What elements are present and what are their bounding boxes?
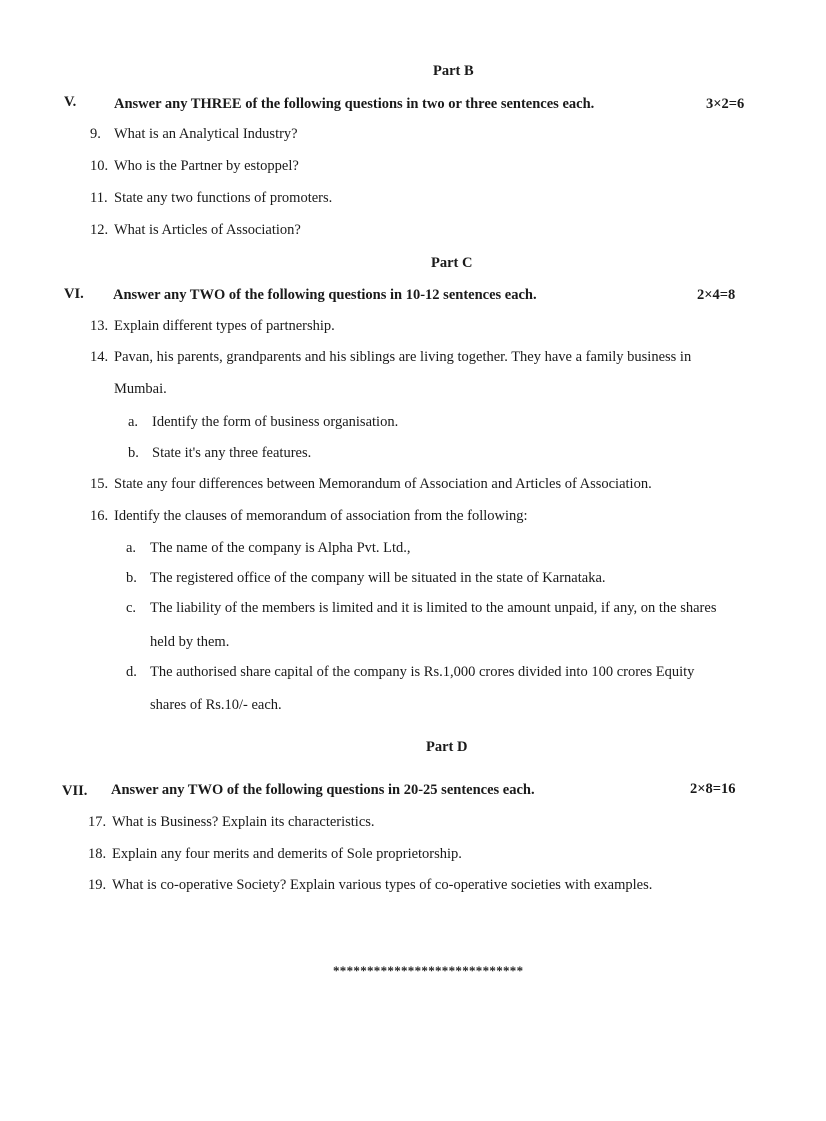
end-of-paper-marker: **************************** [333,963,524,978]
question-number: 11. [90,190,108,206]
question-number: 17. [88,814,107,830]
question-text: Explain any four merits and demerits of Sole proprietorship. [112,846,462,862]
question-16-sub-d-continuation: shares of Rs.10/- each. [150,697,282,713]
part-b-title: Part B [433,63,474,79]
question-16-sub-c [126,600,716,617]
part-d-title: Part D [426,739,468,755]
question-10 [90,158,299,175]
sub-text: State it's any three features. [152,445,312,461]
question-text: What is an Analytical Industry? [114,126,298,142]
section-vii-number: VII. [62,783,88,799]
question-text: What is Business? Explain its characteristics. [112,814,375,830]
question-9 [90,126,298,143]
question-14 [90,349,691,366]
question-17 [88,814,375,831]
question-11 [90,190,332,207]
section-v-marks: 3×2=6 [706,96,745,112]
question-13 [90,318,335,335]
section-vii-marks: 2×8=16 [690,781,736,797]
sub-text: The name of the company is Alpha Pvt. Ltd., [150,540,411,556]
question-number: 16. [90,508,109,524]
section-v-number: V. [64,94,77,110]
sub-text: Identify the form of business organisation. [152,414,399,430]
question-text: What is Articles of Association? [114,222,301,238]
sub-text: The liability of the members is limited and it is limited to the amount unpaid, if any, on the shares [150,600,717,616]
sub-text: The registered office of the company will be situated in the state of Karnataka. [150,570,606,586]
question-18 [88,846,462,863]
section-vi-instruction: Answer any TWO of the following questions in 10-12 sentences each. [113,287,537,303]
question-12 [90,222,301,239]
question-number: 12. [90,222,109,238]
sub-letter: b. [126,570,137,586]
question-15 [90,476,652,493]
part-c-title: Part C [431,255,473,271]
sub-letter: c. [126,600,137,616]
question-text: Who is the Partner by estoppel? [114,158,299,174]
question-14-sub-a [128,414,398,431]
question-number: 13. [90,318,109,334]
question-text: State any two functions of promoters. [114,190,333,206]
sub-letter: a. [126,540,137,556]
question-16-sub-d [126,664,694,681]
question-16 [90,508,528,525]
question-14-sub-b [128,445,311,462]
section-v-instruction: Answer any THREE of the following questions in two or three sentences each. [114,96,595,112]
question-number: 18. [88,846,107,862]
sub-letter: a. [128,414,139,430]
question-14-continuation: Mumbai. [114,381,167,397]
section-vi-number: VI. [64,286,84,302]
question-text: Pavan, his parents, grandparents and his siblings are living together. They have a family business in [114,349,692,365]
question-number: 10. [90,158,109,174]
sub-letter: d. [126,664,137,680]
section-vii-instruction: Answer any TWO of the following questions in 20-25 sentences each. [111,782,535,798]
question-16-sub-a [126,540,411,557]
question-text: Explain different types of partnership. [114,318,335,334]
question-number: 15. [90,476,109,492]
question-16-sub-c-continuation: held by them. [150,634,230,650]
sub-letter: b. [128,445,139,461]
question-16-sub-b [126,570,606,587]
question-number: 9. [90,126,101,142]
sub-text: The authorised share capital of the company is Rs.1,000 crores divided into 100 crores Equity [150,664,695,680]
question-text: What is co-operative Society? Explain various types of co-operative societies with examples. [112,877,653,893]
question-text: State any four differences between Memorandum of Association and Articles of Association. [114,476,652,492]
question-text: Identify the clauses of memorandum of association from the following: [114,508,528,524]
section-vi-marks: 2×4=8 [697,287,736,303]
question-number: 19. [88,877,107,893]
question-number: 14. [90,349,109,365]
question-19 [88,877,652,894]
